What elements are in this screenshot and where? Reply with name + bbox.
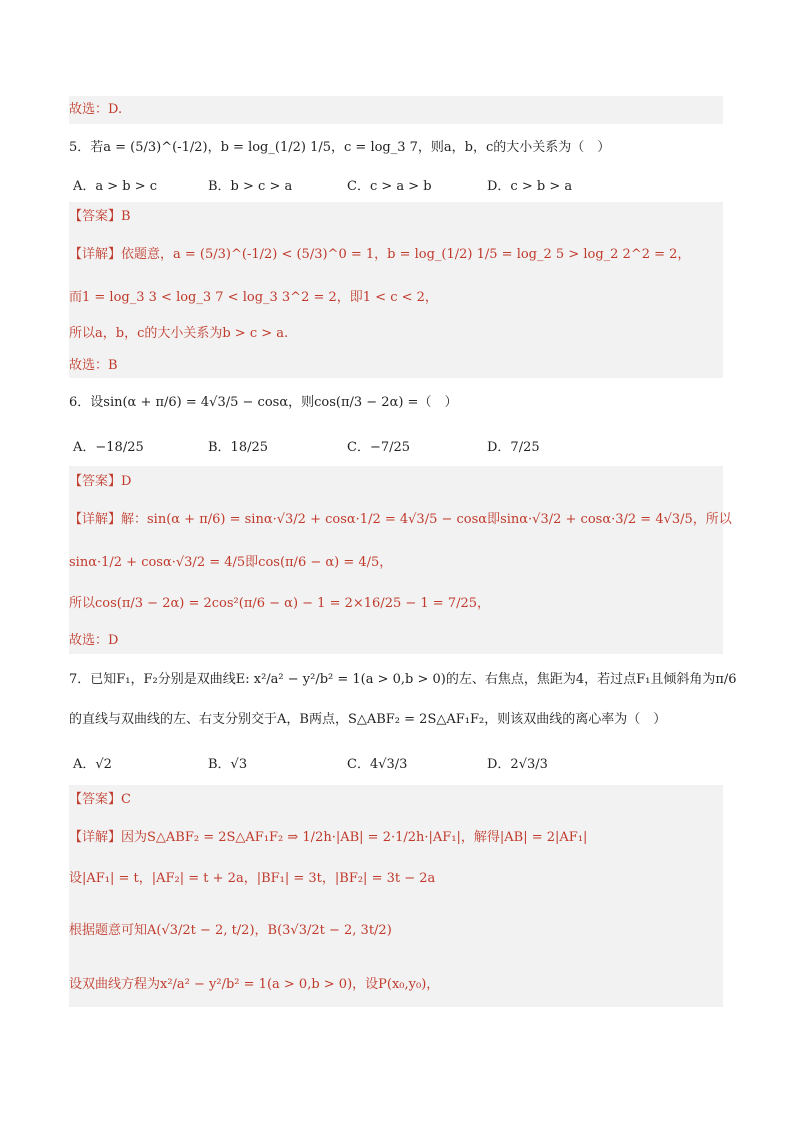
q7-option-c: C．4√3/3 xyxy=(347,757,408,772)
q5-option-b: B．b > c > a xyxy=(208,179,293,194)
q7-answer: 【答案】C xyxy=(69,792,131,807)
q5-option-a: A．a > b > c xyxy=(73,179,158,194)
q6-conclusion: 故选：D xyxy=(69,633,119,648)
q5-option-c: C．c > a > b xyxy=(347,179,432,194)
q5-detail-1: 【详解】依题意，a = (5/3)^(-1/2) < (5/3)^0 = 1，b = log_(1/2) 1/5 = log_2 5 > log_2 2^2 = 2， xyxy=(69,247,691,262)
q6-detail-3: 所以cos(π/3 − 2α) = 2cos²(π/6 − α) − 1 = 2×16/25 − 1 = 7/25， xyxy=(69,596,491,611)
q5-conclusion: 故选：B xyxy=(69,358,118,373)
q6-option-b: B．18/25 xyxy=(208,440,269,455)
q6-detail-2: sinα·1/2 + cosα·√3/2 = 4/5即cos(π/6 − α) = 4/5， xyxy=(69,555,393,570)
q7-option-d: D．2√3/3 xyxy=(487,757,548,772)
q5-stem: 5．若a = (5/3)^(-1/2)，b = log_(1/2) 1/5，c = log_3 7，则a，b，c的大小关系为（ ） xyxy=(69,140,611,155)
q5-detail-3: 所以a，b，c的大小关系为b > c > a. xyxy=(69,326,289,341)
q7-stem-2: 的直线与双曲线的左、右支分别交于A，B两点，S△ABF₂ = 2S△AF₁F₂，则该双曲线的离心率为（ ） xyxy=(69,712,667,727)
q6-option-d: D．7/25 xyxy=(487,440,540,455)
q7-option-b: B．√3 xyxy=(208,757,248,772)
q5-answer: 【答案】B xyxy=(69,209,131,224)
q7-detail-4: 设双曲线方程为x²/a² − y²/b² = 1(a > 0,b > 0)，设P(x₀,y₀)， xyxy=(69,977,440,992)
q6-stem: 6．设sin(α + π/6) = 4√3/5 − cosα，则cos(π/3 − 2α) =（ ） xyxy=(69,395,458,410)
q7-detail-2: 设|AF₁| = t，|AF₂| = t + 2a，|BF₁| = 3t，|BF₂| = 3t − 2a xyxy=(69,871,436,886)
q7-detail-3: 根据题意可知A(√3/2t − 2, t/2)，B(3√3/2t − 2, 3t/2) xyxy=(69,923,392,938)
q4-conclusion: 故选：D. xyxy=(69,102,123,117)
q6-detail-1: 【详解】解：sin(α + π/6) = sinα·√3/2 + cosα·1/2 = 4√3/5 − cosα即sinα·√3/2 + cosα·3/2 = 4√3/5，所以 xyxy=(69,512,732,527)
q6-option-a: A．−18/25 xyxy=(73,440,144,455)
q7-detail-1: 【详解】因为S△ABF₂ = 2S△AF₁F₂ ⇒ 1/2h·|AB| = 2·1/2h·|AF₁|，解得|AB| = 2|AF₁| xyxy=(69,830,588,845)
q5-detail-2: 而1 = log_3 3 < log_3 7 < log_3 3^2 = 2，即1 < c < 2， xyxy=(69,290,438,305)
q6-answer: 【答案】D xyxy=(69,474,132,489)
q7-answer-block xyxy=(69,785,723,1007)
q7-option-a: A．√2 xyxy=(73,757,112,772)
q7-stem-1: 7．已知F₁，F₂分别是双曲线E: x²/a² − y²/b² = 1(a > 0,b > 0)的左、右焦点，焦距为4，若过点F₁且倾斜角为π/6 xyxy=(69,672,737,687)
q5-option-d: D．c > b > a xyxy=(487,179,573,194)
q6-option-c: C．−7/25 xyxy=(347,440,411,455)
